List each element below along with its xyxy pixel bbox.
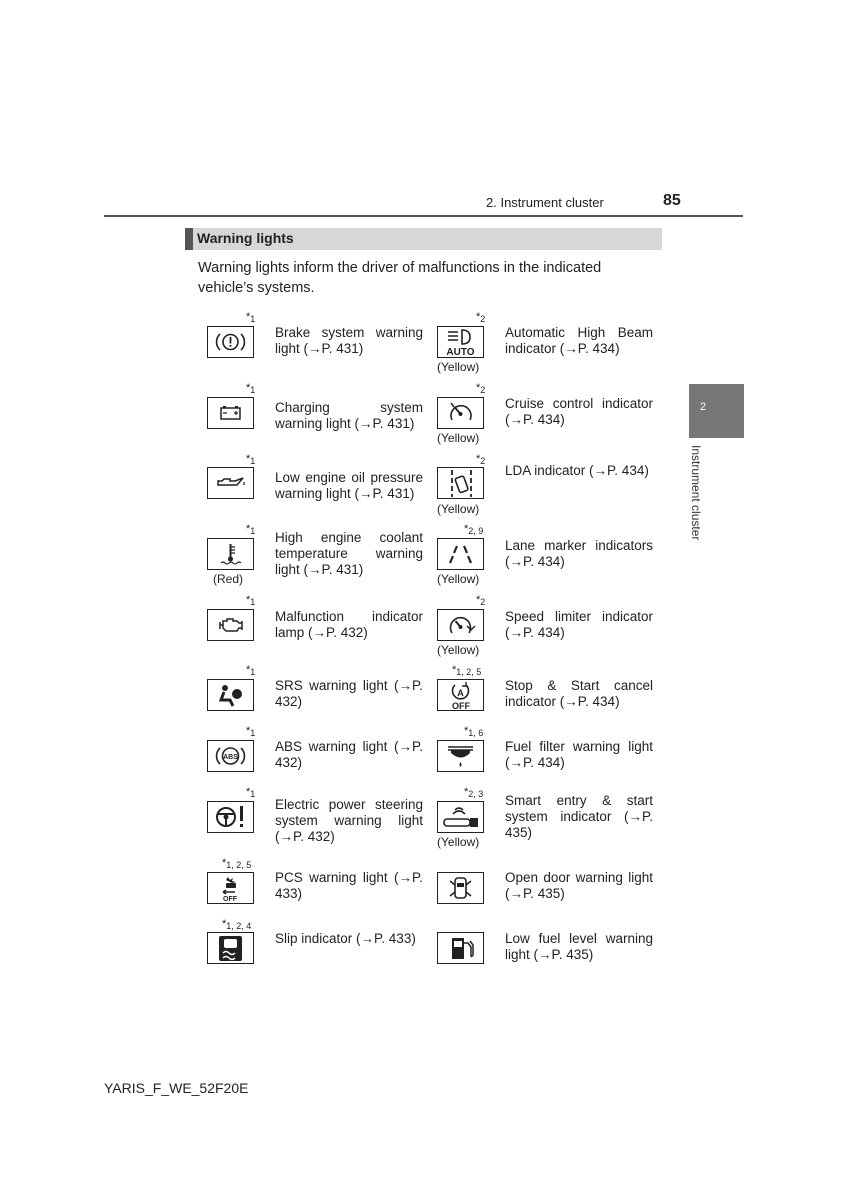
intro-paragraph: Warning lights inform the driver of malfunctions in the indicated vehicle’s systems.: [198, 260, 602, 296]
warning-label: Slip indicator (→P. 433): [275, 931, 416, 946]
oil-can-icon: [207, 467, 254, 499]
section-header: 2. Instrument cluster: [486, 195, 604, 210]
fuel-filter-icon: [437, 740, 484, 772]
footnote-ref: $*_2$: [476, 382, 486, 395]
header-divider: [104, 215, 743, 217]
open-door-icon: [437, 872, 484, 904]
footnote-ref: $*_{1, 2, 5}$: [222, 857, 252, 870]
footnote-ref: $*_{2, 3}$: [464, 786, 484, 799]
slip-icon: [207, 932, 254, 964]
footnote-ref: $*_1$: [246, 382, 256, 395]
svg-text:AUTO: AUTO: [446, 347, 475, 357]
chapter-label-box: [689, 445, 713, 555]
svg-text:OFF: OFF: [223, 896, 237, 903]
indicator-label: Automatic High Beam indicator (→P. 434): [505, 325, 653, 356]
footnote-ref: $*_1$: [246, 453, 256, 466]
footnote-ref: $*_{1, 2, 4}$: [222, 918, 252, 931]
color-note: (Yellow): [437, 431, 480, 445]
chapter-label: Instrument cluster: [689, 445, 703, 541]
warning-label: Malfunction indicator lamp (→P. 432): [275, 609, 423, 640]
svg-text:A: A: [457, 688, 464, 698]
color-note: (Yellow): [437, 835, 480, 849]
chapter-tab: [689, 384, 744, 438]
indicator-label: Smart entry & start system indicator (→P. 435): [505, 793, 653, 840]
engine-icon: [207, 609, 254, 641]
fuel-pump-icon: [437, 932, 484, 964]
power-steering-icon: [207, 801, 254, 833]
auto-high-beam-icon: [437, 326, 484, 358]
abs-icon: [207, 740, 254, 772]
footnote-ref: $*_{2, 9}$: [464, 523, 484, 536]
footnote-ref: $*_1$: [246, 664, 256, 677]
footnote-ref: $*_{1, 2, 5}$: [452, 664, 482, 677]
indicator-label: Stop & Start cancel indicator (→P. 434): [505, 678, 653, 709]
svg-text:OFF: OFF: [452, 701, 470, 710]
indicator-label: Fuel filter warning light (→P. 434): [505, 739, 653, 770]
color-note: (Red): [213, 572, 244, 586]
footnote-ref: $*_2$: [476, 594, 486, 607]
warning-label: Low engine oil pressure warning light (→P. 431): [275, 470, 423, 501]
warning-label: PCS warning light (→P. 433): [275, 870, 423, 901]
stop-start-icon: [437, 679, 484, 711]
lda-icon: [437, 467, 484, 499]
warning-label: ABS warning light (→P. 432): [275, 739, 423, 770]
document-code: YARIS_F_WE_52F20E: [104, 1080, 249, 1096]
section-title: Warning lights: [197, 230, 294, 246]
indicator-label: LDA indicator (→P. 434): [505, 463, 649, 478]
warning-label: High engine coolant temperature warning light (→P. 431): [275, 530, 423, 577]
lane-marker-icon: [437, 538, 484, 570]
footnote-ref: $*_2$: [476, 453, 486, 466]
color-note: (Yellow): [437, 360, 480, 374]
indicator-label: Cruise control indicator (→P. 434): [505, 396, 653, 427]
svg-text:ABS: ABS: [223, 754, 238, 761]
warning-label: SRS warning light (→P. 432): [275, 678, 423, 709]
section-title-bar: [185, 228, 662, 250]
indicator-label: Low fuel level warning light (→P. 435): [505, 931, 653, 962]
indicator-label: Open door warning light (→P. 435): [505, 870, 653, 901]
airbag-icon: [207, 679, 254, 711]
footnote-ref: $*_{1, 6}$: [464, 725, 484, 738]
coolant-temperature-icon: [207, 538, 254, 570]
color-note: (Yellow): [437, 643, 480, 657]
brake-warning-icon: [207, 326, 254, 358]
footnote-ref: $*_1$: [246, 725, 256, 738]
footnote-ref: $*_1$: [246, 523, 256, 536]
speed-limiter-icon: [437, 609, 484, 641]
warning-label: Brake system warning light (→P. 431): [275, 325, 423, 356]
battery-icon: [207, 397, 254, 429]
pcs-icon: [207, 872, 254, 904]
footnote-ref: $*_1$: [246, 311, 256, 324]
color-note: (Yellow): [437, 502, 480, 516]
warning-label: Charging system warning light (→P. 431): [275, 400, 423, 431]
footnote-ref: $*_2$: [476, 311, 486, 324]
warning-label: Electric power steering system warning light (→P. 432): [275, 797, 423, 844]
page-number: 85: [663, 192, 681, 209]
chapter-number: 2: [700, 401, 707, 413]
cruise-control-icon: [437, 397, 484, 429]
footnote-ref: $*_1$: [246, 786, 256, 799]
color-note: (Yellow): [437, 572, 480, 586]
indicator-label: Speed limiter indicator (→P. 434): [505, 609, 653, 640]
indicator-label: Lane marker indicators (→P. 434): [505, 538, 653, 569]
smart-key-icon: [437, 801, 484, 833]
footnote-ref: $*_1$: [246, 594, 256, 607]
